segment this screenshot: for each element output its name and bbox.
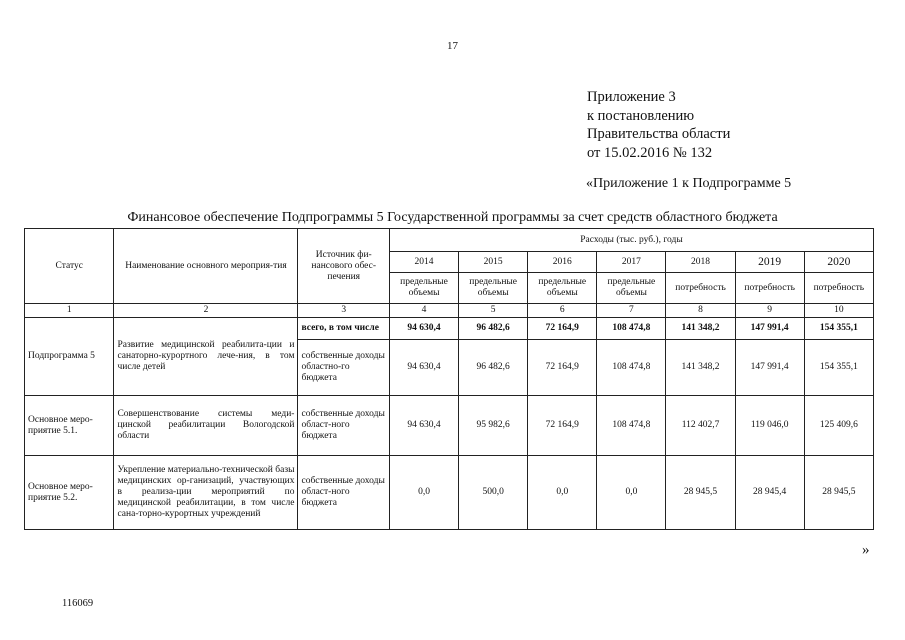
appendix-header <box>587 88 730 162</box>
table-row <box>25 456 874 530</box>
header-source: Источник фи-нансового обес-печения <box>298 229 390 304</box>
table-row <box>25 396 874 456</box>
row-value: 119 046,0 <box>735 396 804 456</box>
column-number: 5 <box>459 304 528 318</box>
row-value: 112 402,7 <box>666 396 735 456</box>
row-status: Основное меро-приятие 5.1. <box>25 396 114 456</box>
header-kind: предельные объемы <box>597 273 666 304</box>
row-total-value: 141 348,2 <box>666 318 735 340</box>
row-total-label: всего, в том числе <box>298 318 390 340</box>
column-number: 2 <box>114 304 298 318</box>
appendix-line: Приложение 3 <box>587 89 676 105</box>
column-number: 4 <box>389 304 458 318</box>
row-value: 125 409,6 <box>804 396 873 456</box>
row-value: 108 474,8 <box>597 396 666 456</box>
header-year: 2016 <box>528 252 597 273</box>
header-kind: предельные объемы <box>528 273 597 304</box>
row-value: 72 164,9 <box>528 340 597 396</box>
appendix-line: к постановлению <box>587 107 695 124</box>
subprogram-appendix-label: «Приложение 1 к Подпрограмме 5 <box>586 176 792 191</box>
header-expenses: Расходы (тыс. руб.), годы <box>389 229 873 252</box>
row-value: 0,0 <box>389 456 458 530</box>
row-event-name: Развитие медицинской реабилита-ции и санаторно-курортного лече-ния, в том числе детей <box>114 318 298 396</box>
row-total-value: 72 164,9 <box>528 318 597 340</box>
row-value: 147 991,4 <box>735 340 804 396</box>
appendix-line: Правительства области <box>587 126 731 142</box>
row-value: 0,0 <box>528 456 597 530</box>
table-row <box>25 318 874 340</box>
header-year: 2020 <box>804 252 873 273</box>
row-total-value: 108 474,8 <box>597 318 666 340</box>
row-status: Подпрограмма 5 <box>25 318 114 396</box>
row-value: 94 630,4 <box>389 340 458 396</box>
header-event-name: Наименование основного мероприя-тия <box>114 229 298 304</box>
closing-quote: » <box>862 542 870 558</box>
row-value: 94 630,4 <box>389 396 458 456</box>
document-code: 116069 <box>62 598 94 609</box>
column-number: 7 <box>597 304 666 318</box>
row-value: 108 474,8 <box>597 340 666 396</box>
row-value: 28 945,5 <box>666 456 735 530</box>
column-number: 1 <box>25 304 114 318</box>
header-year: 2014 <box>389 252 458 273</box>
row-value: 154 355,1 <box>804 340 873 396</box>
row-value: 500,0 <box>459 456 528 530</box>
header-kind: потребность <box>804 273 873 304</box>
header-status: Статус <box>25 229 114 304</box>
row-value: 96 482,6 <box>459 340 528 396</box>
header-year: 2015 <box>459 252 528 273</box>
header-kind: предельные объемы <box>459 273 528 304</box>
header-year: 2018 <box>666 252 735 273</box>
row-total-value: 94 630,4 <box>389 318 458 340</box>
financing-table <box>24 228 874 530</box>
row-status: Основное меро-приятие 5.2. <box>25 456 114 530</box>
header-kind: потребность <box>735 273 804 304</box>
column-number: 9 <box>735 304 804 318</box>
header-year: 2017 <box>597 252 666 273</box>
header-kind: потребность <box>666 273 735 304</box>
row-event-name: Укрепление материально-технической базы медицинских ор-ганизаций, участвующих в реализа-ции мероприятий по медицинской реабилитации, в том числе сана-торно-курортных учреждений <box>114 456 298 530</box>
column-number: 6 <box>528 304 597 318</box>
row-total-value: 154 355,1 <box>804 318 873 340</box>
column-number: 10 <box>804 304 873 318</box>
row-value: 28 945,4 <box>735 456 804 530</box>
row-source: собственные доходы областно-го бюджета <box>298 340 390 396</box>
row-value: 28 945,5 <box>804 456 873 530</box>
header-year: 2019 <box>735 252 804 273</box>
row-total-value: 147 991,4 <box>735 318 804 340</box>
column-number: 3 <box>298 304 390 318</box>
row-event-name: Совершенствование системы меди-цинской реабилитации Вологодской области <box>114 396 298 456</box>
row-source: собственные доходы област-ного бюджета <box>298 396 390 456</box>
row-source: собственные доходы област-ного бюджета <box>298 456 390 530</box>
row-value: 72 164,9 <box>528 396 597 456</box>
document-title: Финансовое обеспечение Подпрограммы 5 Государственной программы за счет средств областного бюджета <box>127 210 778 225</box>
header-kind: предельные объемы <box>389 273 458 304</box>
page-number: 17 <box>447 40 458 52</box>
column-number: 8 <box>666 304 735 318</box>
appendix-line: от 15.02.2016 № 132 <box>587 144 713 161</box>
row-total-value: 96 482,6 <box>459 318 528 340</box>
row-value: 141 348,2 <box>666 340 735 396</box>
row-value: 0,0 <box>597 456 666 530</box>
row-value: 95 982,6 <box>459 396 528 456</box>
